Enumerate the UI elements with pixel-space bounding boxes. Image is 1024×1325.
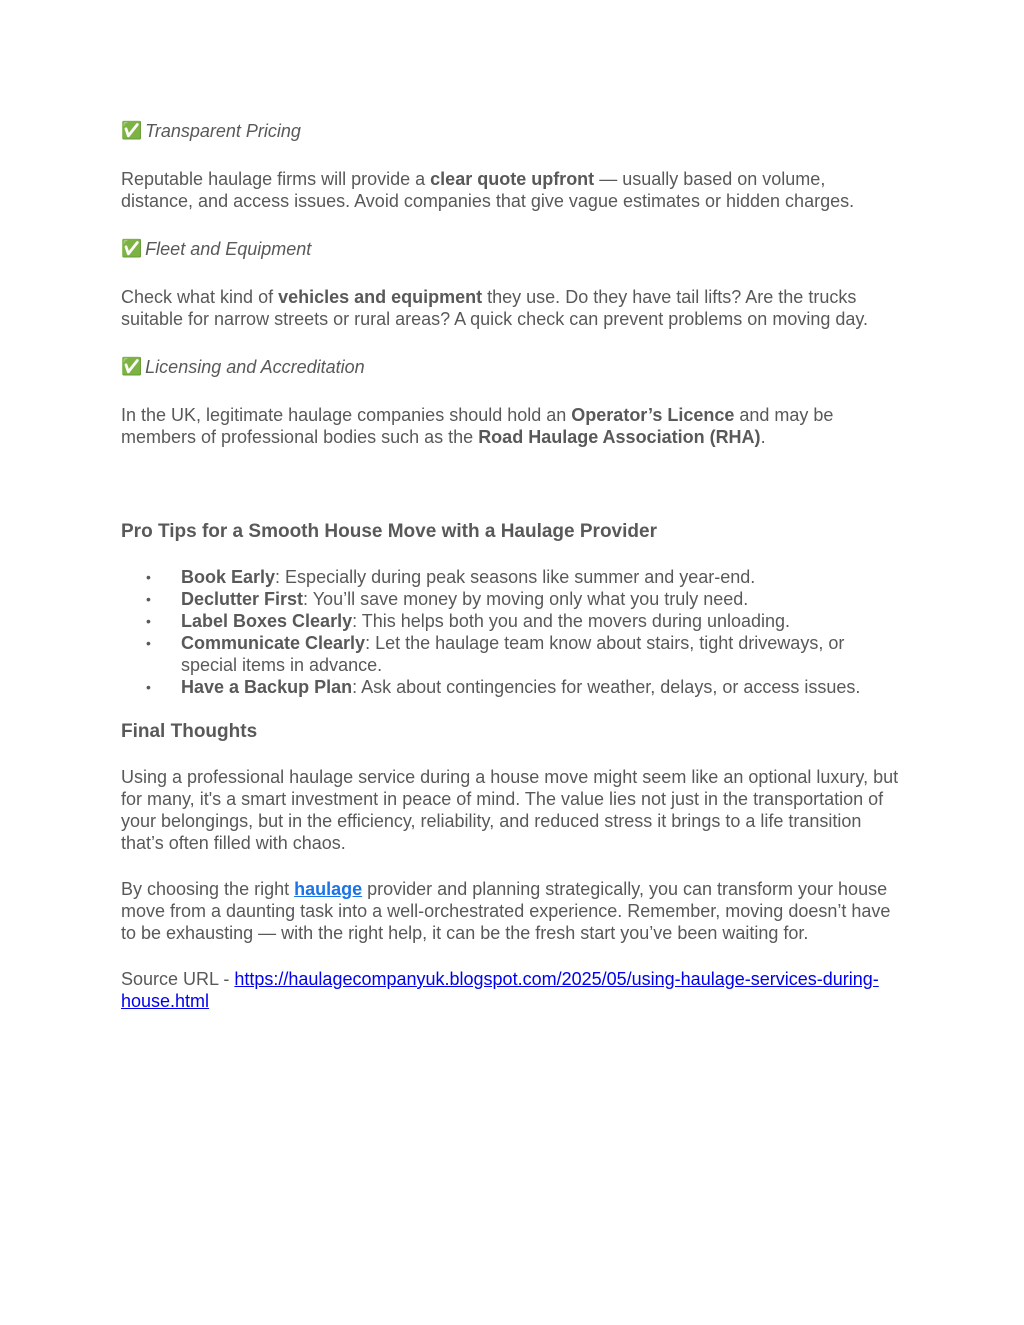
source-url-link[interactable]: https://haulagecompanyuk.blogspot.com/2025/05/using-haulage-services-during-house.html [121,969,879,1011]
subheading-transparent-pricing: ✅ Transparent Pricing [121,121,301,141]
bullet-icon: • [146,679,151,695]
check-icon: ✅ [121,357,143,376]
list-item: • Declutter First: You’ll save money by moving only what you truly need. [146,589,749,609]
document-page [121,120,901,1012]
pro-tips-list [121,566,901,698]
paragraph-fleet-equipment: Check what kind of vehicles and equipment they use. Do they have tail lifts? Are the trucks suitable for narrow streets or rural areas? A quick check can prevent problems on moving day. [121,287,869,329]
final-paragraph-2: By choosing the right haulage provider and planning strategically, you can transform your house move from a daunting task into a well-orchestrated experience. Remember, moving doesn’t have to be exhausting — with the right help, it can be the fresh start you’ve been waiting for. [121,879,891,943]
paragraph-licensing: In the UK, legitimate haulage companies should hold an Operator’s Licence and may be members of professional bodies such as the Road Haulage Association (RHA). [121,405,834,447]
source-label: Source URL - [121,969,235,989]
pro-tips-heading: Pro Tips for a Smooth House Move with a Haulage Provider [121,521,657,542]
paragraph-transparent-pricing: Reputable haulage firms will provide a clear quote upfront — usually based on volume, distance, and access issues. Avoid companies that give vague estimates or hidden charges. [121,169,855,211]
list-item: • Book Early: Especially during peak seasons like summer and year-end. [146,567,756,587]
bullet-icon: • [146,613,151,629]
list-item: • Have a Backup Plan: Ask about contingencies for weather, delays, or access issues. [146,677,861,697]
list-item: • Communicate Clearly: Let the haulage team know about stairs, tight driveways, or special items in advance. [146,633,845,675]
list-item: • Label Boxes Clearly: This helps both you and the movers during unloading. [146,611,791,631]
bullet-icon: • [146,635,151,651]
bullet-icon: • [146,591,151,607]
subheading-licensing: ✅ Licensing and Accreditation [121,357,365,377]
source-line [121,968,901,1012]
bullet-icon: • [146,569,151,585]
check-icon: ✅ [121,239,143,258]
check-icon: ✅ [121,121,143,140]
final-paragraph-1: Using a professional haulage service during a house move might seem like an optional luxury, but for many, it's a smart investment in peace of mind. The value lies not just in the transportation of your belongings, but in the efficiency, reliability, and reduced stress it brings to a life transition that’s often filled with chaos. [121,767,899,853]
haulage-link[interactable]: haulage [294,879,363,899]
final-thoughts-heading: Final Thoughts [121,721,258,742]
subheading-fleet-equipment: ✅ Fleet and Equipment [121,239,312,259]
